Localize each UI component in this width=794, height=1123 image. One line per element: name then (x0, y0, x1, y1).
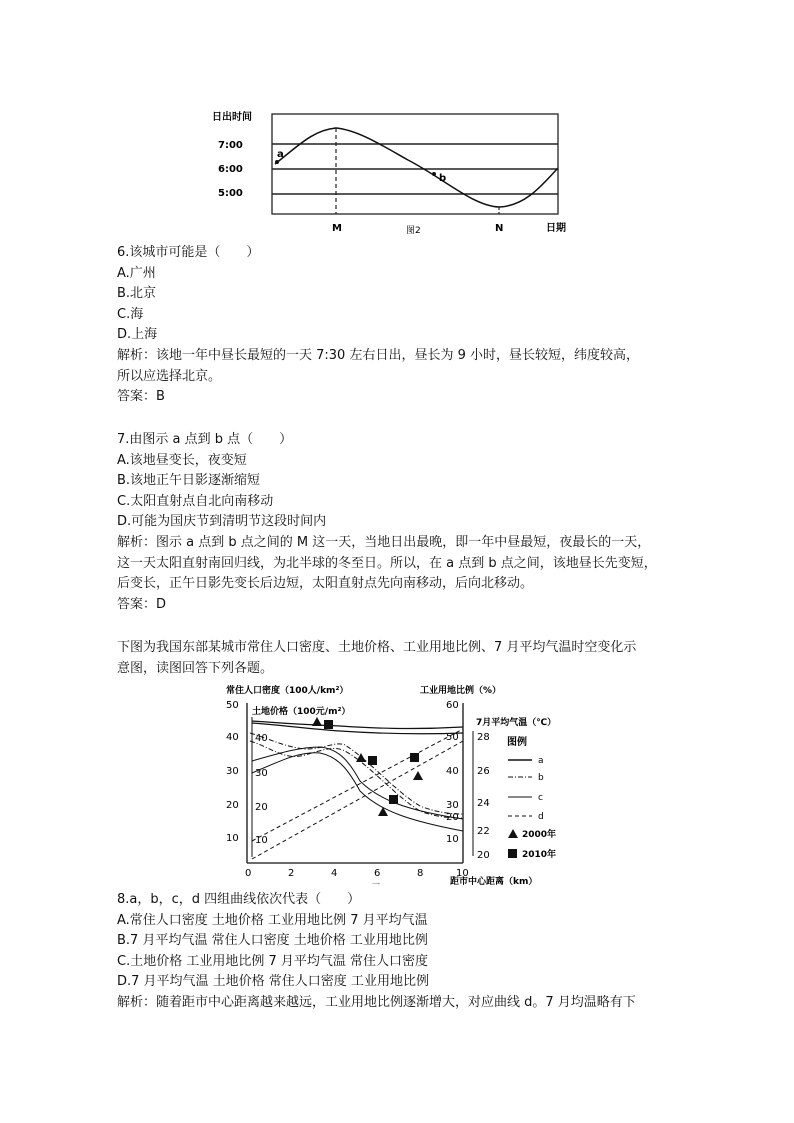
q6-option-a: A.广州 (117, 265, 156, 281)
q7-stem: 7.由图示 a 点到 b 点（ ） (117, 432, 293, 447)
curve-c-2000 (252, 753, 463, 831)
ind-tick-10: 10 (446, 834, 459, 845)
under-axis-mark: 一 (372, 880, 380, 888)
q7-option-b: B.该地正午日影逐渐缩短 (117, 473, 261, 489)
legend-label-d: d (538, 812, 544, 822)
q8-analysis-line-1: 解析：随着距市中心距离越来越远，工业用地比例逐渐增大，对应曲线 d。7 月均温略有下 (117, 994, 636, 1010)
temp-tick-24: 24 (477, 798, 490, 809)
q6-stem: 6.该城市可能是（ ） (117, 245, 260, 260)
temp-tick-22: 22 (477, 826, 490, 837)
q6-option-c: C.海 (117, 306, 144, 322)
intro-line-1: 下图为我国东部某城市常住人口密度、土地价格、工业用地比例、7 月平均气温时空变化示 (117, 640, 637, 655)
tick-7: 7:00 (218, 140, 243, 151)
left-tick-40: 40 (226, 732, 239, 743)
left-tick-10: 10 (226, 833, 239, 844)
legend-label-a: a (538, 756, 544, 766)
q8-option-d: D.7 月平均气温 土地价格 常住人口密度 工业用地比例 (117, 974, 429, 990)
temp-tick-20: 20 (477, 850, 490, 861)
tick-6: 6:00 (218, 164, 243, 175)
q8-option-c: C.土地价格 工业用地比例 7 月平均气温 常住人口密度 (117, 953, 429, 969)
point-a-marker (275, 160, 279, 164)
x-axis-title: 距市中心距离（km） (450, 877, 538, 887)
temperature-axis-title: 7月平均气温（℃） (476, 718, 557, 728)
land-tick-20: 20 (255, 802, 268, 813)
intro-line-2: 意图，读图回答下列各题。 (117, 660, 274, 676)
land-tick-30: 30 (255, 768, 268, 779)
industrial-axis-title: 工业用地比例（%） (420, 686, 502, 696)
marker-2010-b (368, 756, 377, 765)
curve-a-2010 (252, 721, 463, 729)
temp-tick-28: 28 (477, 732, 490, 743)
urban-gradient-figure (220, 681, 570, 888)
ind-tick-50: 50 (446, 732, 459, 743)
tick-5: 5:00 (218, 188, 243, 199)
ind-tick-40: 40 (446, 766, 459, 777)
x-tick-8: 8 (417, 868, 424, 879)
left-axis-title: 常住人口密度（100人/km²） (226, 686, 349, 696)
q7-analysis-line-2: 这一天太阳直射南回归线，为北半球的冬至日。所以，在 a 点到 b 点之间，该地昼长先变短， (117, 555, 657, 571)
x-tick-2: 2 (288, 868, 295, 879)
question-8 (117, 890, 697, 1014)
q7-option-d: D.可能为国庆节到清明节这段时间内 (117, 514, 327, 530)
x-tick-10: 10 (456, 868, 469, 879)
sunrise-curve (275, 128, 558, 207)
q6-answer: 答案：B (117, 389, 165, 405)
q7-answer: 答案：D (117, 596, 167, 612)
marker-2010-a (324, 720, 333, 729)
legend-title: 图例 (507, 737, 527, 748)
ind-tick-20: 20 (446, 812, 459, 823)
x-label-n: N (495, 223, 504, 234)
q7-option-c: C.太阳直射点自北向南移动 (117, 493, 274, 509)
marker-2000-a (312, 717, 322, 726)
x-tick-6: 6 (374, 868, 381, 879)
marker-2010-d (410, 753, 419, 762)
q6-option-d: D.上海 (117, 327, 158, 343)
marker-2000-d (413, 771, 423, 780)
ind-tick-30: 30 (446, 800, 459, 811)
q8-option-b: B.7 月平均气温 常住人口密度 土地价格 工业用地比例 (117, 933, 428, 949)
marker-2000-c (378, 807, 388, 816)
q8-stem: 8.a，b，c，d 四组曲线依次代表（ ） (117, 892, 361, 907)
q8-option-a: A.常住人口密度 土地价格 工业用地比例 7 月平均气温 (117, 912, 428, 928)
legend-triangle-icon (508, 829, 518, 838)
x-tick-4: 4 (331, 868, 338, 879)
question-7 (117, 430, 697, 615)
temp-tick-26: 26 (477, 766, 490, 777)
legend-label-b: b (538, 773, 544, 783)
q7-analysis-line-1: 解析：图示 a 点到 b 点之间的 M 这一天，当地日出最晚，即一年中昼最短，夜最长的一天， (117, 534, 651, 550)
q7-analysis-line-3: 后变长，正午日影先变长后边短，太阳直射点先向南移动，后向北移动。 (117, 576, 534, 592)
ind-tick-60: 60 (446, 700, 459, 711)
marker-2010-c (389, 795, 398, 804)
point-b-marker (432, 172, 436, 176)
q6-option-b: B.北京 (117, 286, 157, 302)
q6-analysis-line-1: 解析：该地一年中昼长最短的一天 7:30 左右日出，昼长为 9 小时，昼长较短，纬度较高， (117, 347, 639, 363)
land-axis-title: 土地价格（100元/m²） (252, 707, 351, 717)
intro-paragraph (117, 638, 697, 679)
x-label-m: M (332, 223, 342, 234)
legend-label-c: c (538, 793, 543, 803)
land-tick-40: 40 (255, 733, 268, 744)
point-a-label: a (277, 149, 284, 160)
question-6 (117, 243, 697, 408)
point-b-label: b (439, 173, 447, 184)
figure1-caption: 图2 (406, 226, 421, 234)
curve-c-2010 (252, 747, 463, 819)
legend-label-2000: 2000年 (522, 830, 557, 840)
left-tick-50: 50 (226, 700, 239, 711)
legend-square-icon (508, 849, 517, 858)
figure1-x-title: 日期 (546, 223, 566, 234)
left-tick-30: 30 (226, 766, 239, 777)
sunrise-time-figure (208, 106, 578, 234)
legend-label-2010: 2010年 (522, 850, 557, 860)
figure1-y-title: 日出时间 (212, 112, 252, 123)
curve-b-2010 (250, 733, 463, 814)
q6-analysis-line-2: 所以应选择北京。 (117, 368, 222, 384)
left-tick-20: 20 (226, 800, 239, 811)
x-tick-0: 0 (245, 868, 252, 879)
land-tick-10: 10 (255, 835, 268, 846)
q7-option-a: A.该地昼变长，夜变短 (117, 452, 247, 468)
